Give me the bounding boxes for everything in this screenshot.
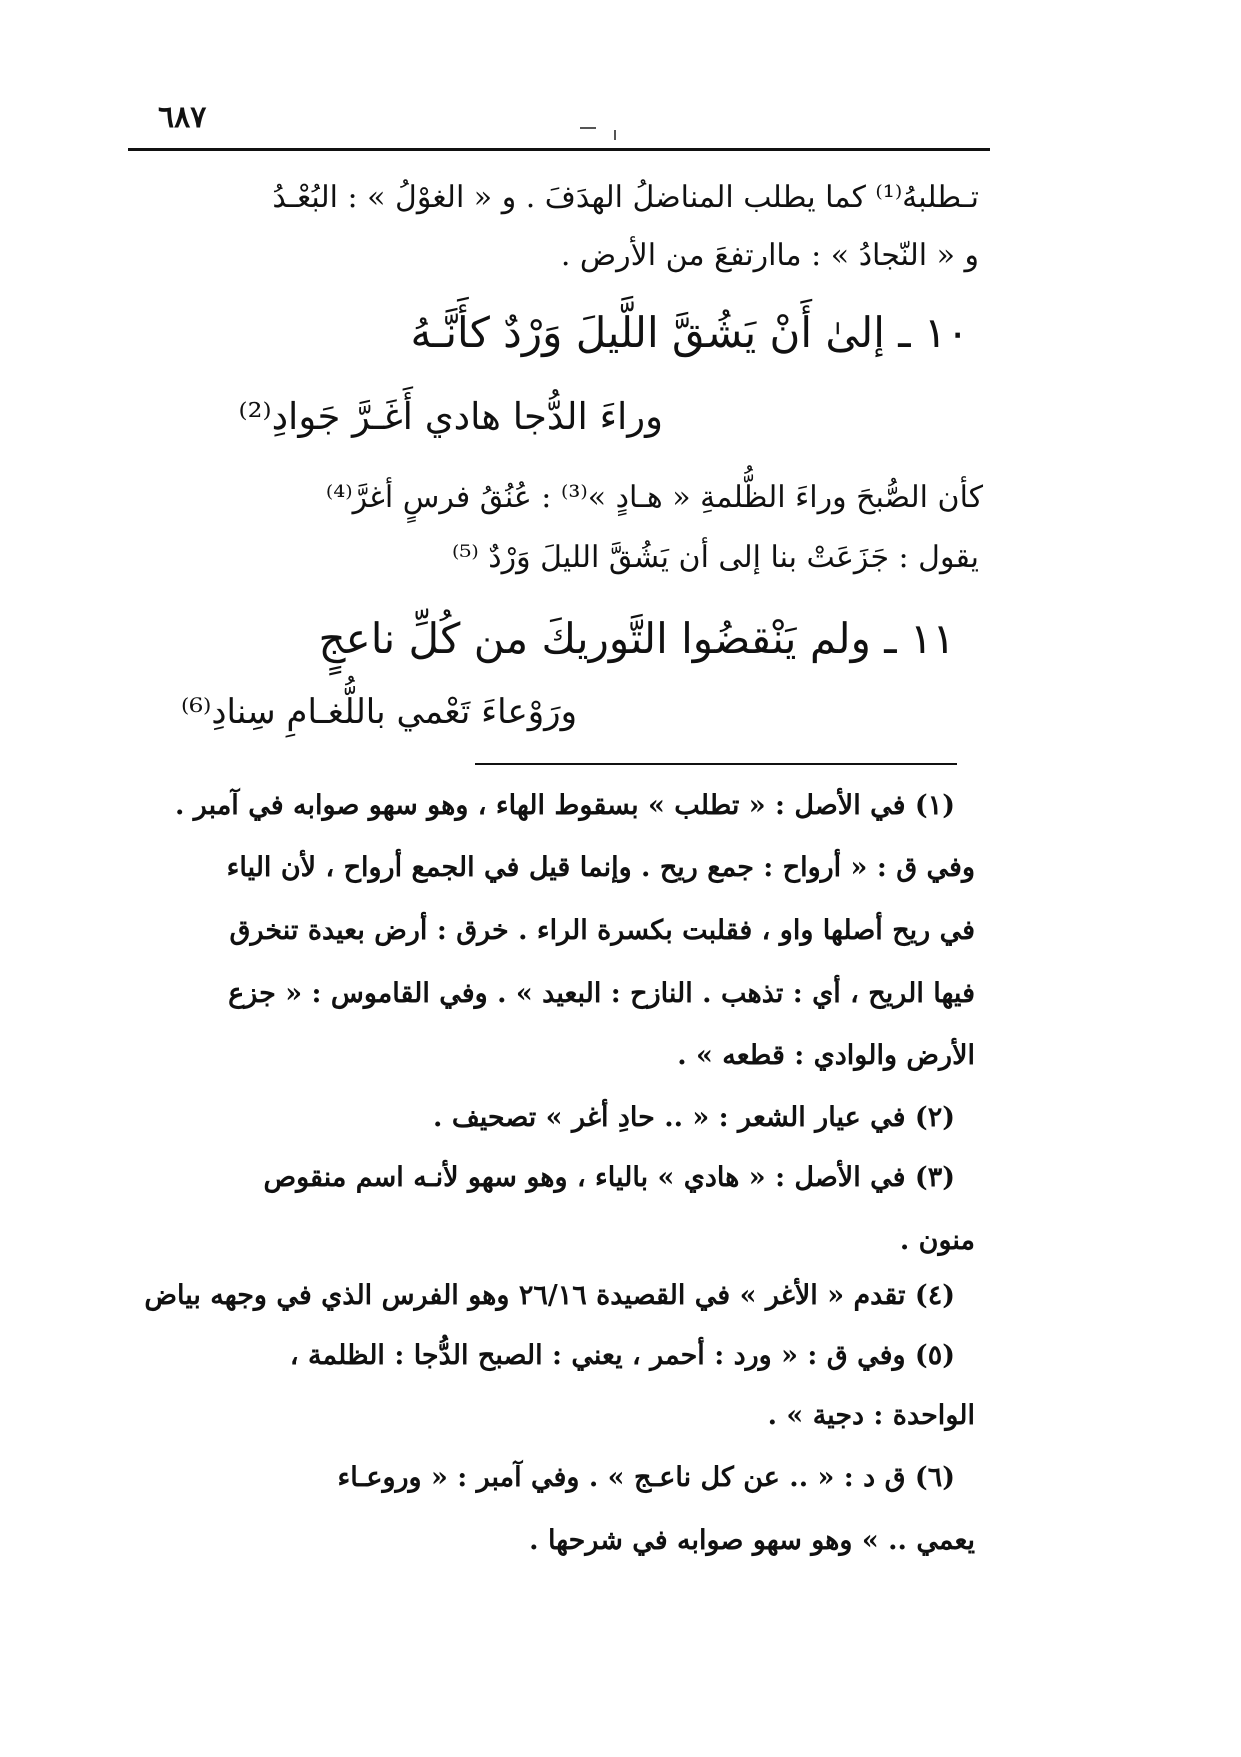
body-line-2: و « النّجادُ » : ماارتفعَ من الأرض . [560,238,979,273]
footnote-6-line-1: (٦) ق د : « .. عن كل ناعـج » . وفي آمبر : « وروعـاء [337,1462,955,1493]
footnote-1-line-2: وفي ق : « أرواح : جمع ريح . وإنما قيل في الجمع أرواح ، لأن الياء [226,852,975,883]
verse-11-second-hemistich: ورَوْعاءَ تَعْمي باللُّغـامِ سِنادِ⁽⁶⁾ [181,692,577,732]
footnote-1-line-5: الأرض والوادي : قطعه » . [677,1040,975,1071]
footnote-5-line-2: الواحدة : دجية » . [767,1400,975,1431]
print-mark [580,127,596,129]
footnote-separator [475,763,957,765]
verse-10-second-hemistich: وراءَ الدُّجا هادي أَغَـرَّ جَوادِ⁽²⁾ [238,395,663,438]
verse-11-first-hemistich: ١١ ـ ولم يَنْقضُوا التَّوريكَ من كُلِّ ناعجٍ [318,614,955,663]
footnote-6-line-2: يعمي .. » وهو سهو صوابه في شرحها . [529,1525,975,1556]
footnote-1-line-3: في ريح أصلها واو ، فقلبت بكسرة الراء . خرق : أرض بعيدة تنخرق [229,915,975,946]
footnote-2: (٢) في عيار الشعر : « .. حادِ أغر » تصحيف . [433,1102,955,1133]
commentary-line-2: يقول : جَزَعَتْ بنا إلى أن يَشُقَّ الليلَ وَرْدٌ ⁽⁵⁾ [451,540,979,575]
footnote-3-line-1: (٣) في الأصل : « هادي » بالياء ، وهو سهو لأنـه اسم منقوص [263,1162,955,1193]
body-line-1: تـطلبهُ⁽¹⁾ كما يطلب المناضلُ الهدَفَ . و « الغوْلُ » : البُعْـدُ [272,180,979,215]
header-rule [128,148,990,151]
verse-10-first-hemistich: ١٠ ـ إلىٰ أَنْ يَشُقَّ اللَّيلَ وَرْدٌ كأَنَّـهُ [410,308,969,357]
footnote-3-line-2: منون . [899,1225,975,1256]
footnote-1-line-4: فيها الريح ، أي : تذهب . النازح : البعيد » . وفي القاموس : « جزع [228,978,975,1009]
footnote-1-line-1: (١) في الأصل : « تطلب » بسقوط الهاء ، وهو سهو صوابه في آمبر . [174,790,955,821]
commentary-line-1: كأن الصُّبحَ وراءَ الظُّلمةِ « هـادٍ »⁽³⁾ : عُنُقُ فرسٍ أغرَّ⁽⁴⁾ [325,480,983,515]
footnote-4: (٤) تقدم « الأغر » في القصيدة ٢٦/١٦ وهو الفرس الذي في وجهه بياض [144,1280,955,1311]
print-mark [614,130,616,140]
footnote-5-line-1: (٥) وفي ق : « ورد : أحمر ، يعني : الصبح الدُّجا : الظلمة ، [289,1340,955,1371]
page-number: ٦٨٧ [158,100,207,135]
